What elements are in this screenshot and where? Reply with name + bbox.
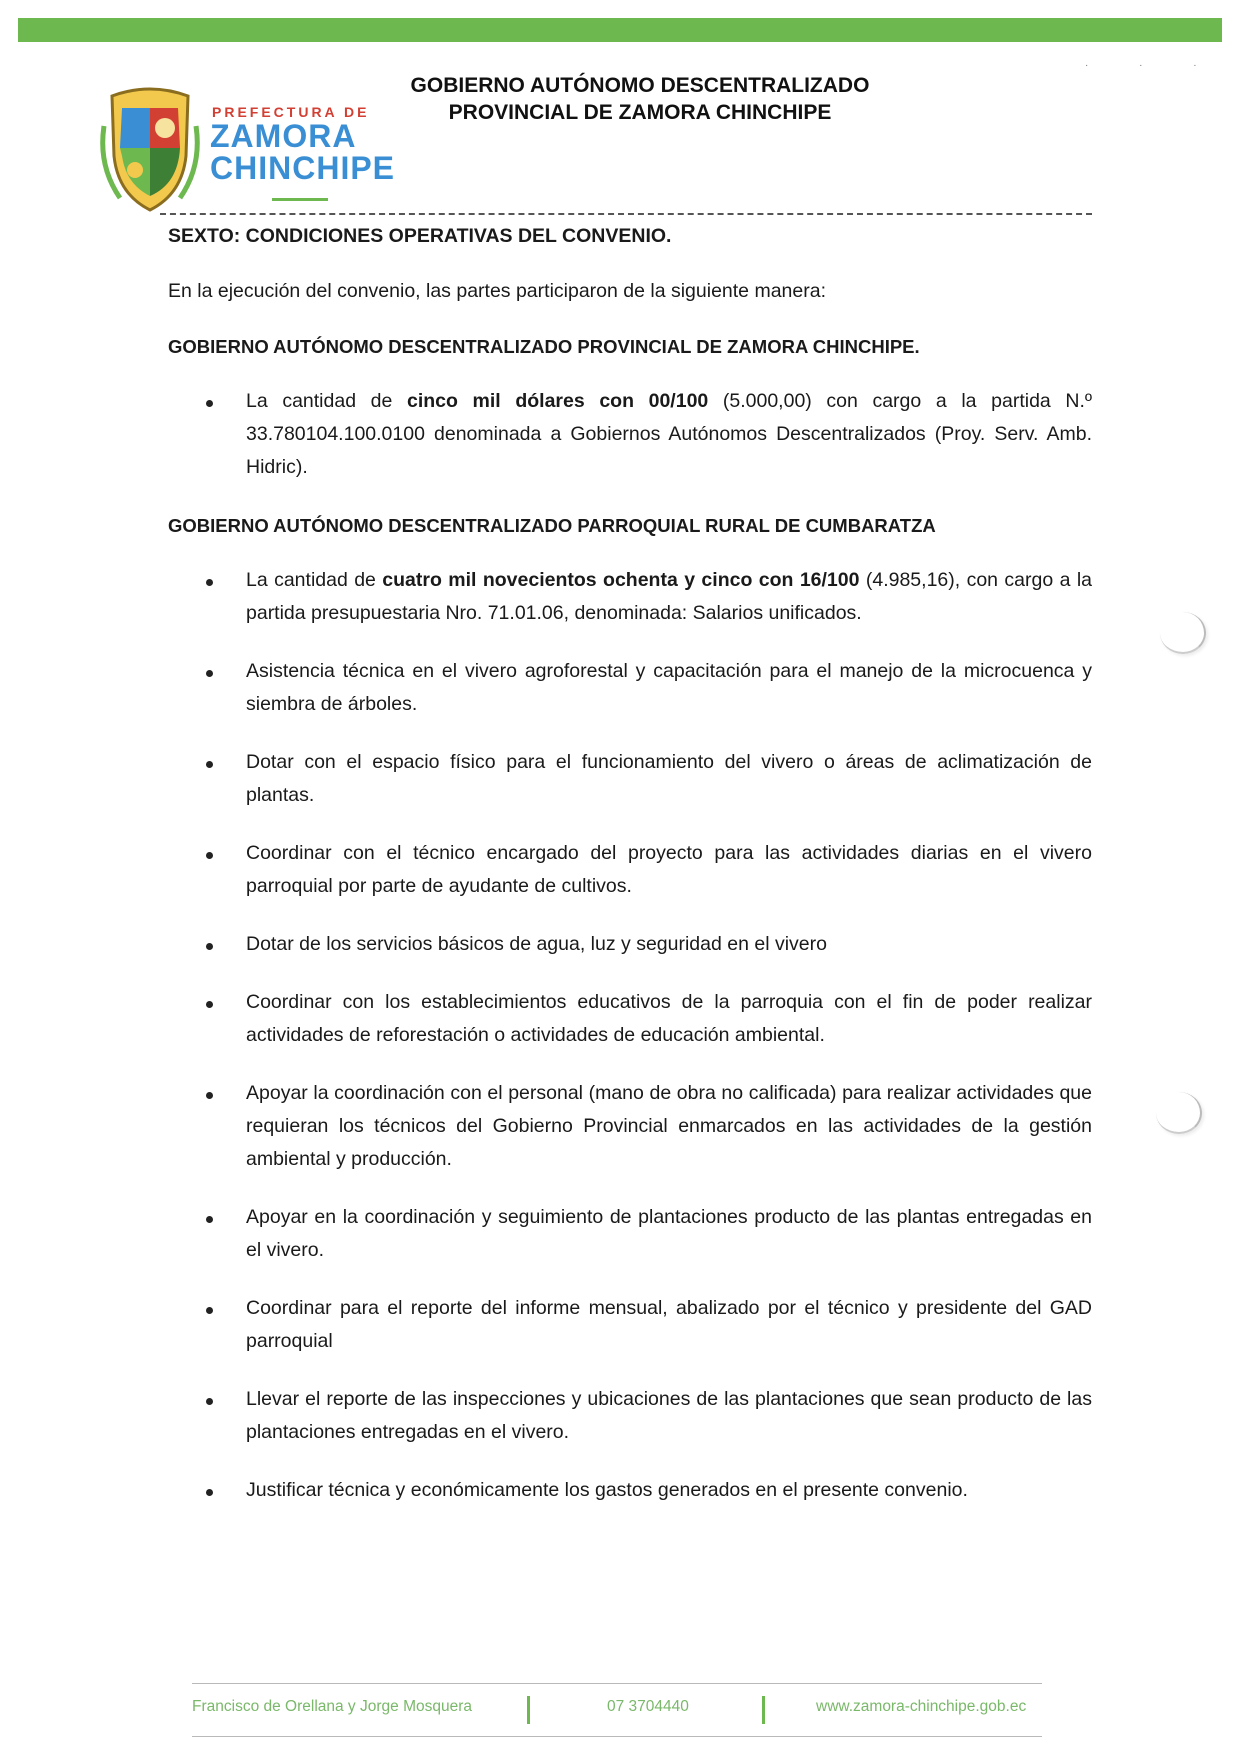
- list-item: Dotar de los servicios básicos de agua, luz y seguridad en el vivero: [168, 928, 1092, 961]
- list-item: Coordinar para el reporte del informe mensual, abalizado por el técnico y presidente del GAD parroquial: [168, 1292, 1092, 1358]
- logo-name: [210, 120, 395, 184]
- top-green-band: [18, 18, 1222, 42]
- bullet-icon: [206, 1001, 213, 1008]
- bullet-icon: [206, 943, 213, 950]
- party2-title: GOBIERNO AUTÓNOMO DESCENTRALIZADO PARROQUIAL RURAL DE CUMBARATZA: [168, 515, 936, 536]
- bullet-icon: [206, 761, 213, 768]
- punch-hole: [1160, 612, 1206, 654]
- government-title: [340, 72, 940, 126]
- header-divider: [160, 213, 1092, 215]
- party2-obligations: [168, 564, 1092, 1507]
- list-item: La cantidad de cinco mil dólares con 00/100 (5.000,00) con cargo a la partida N.º 33.780104.100.0100 denominada a Gobiernos Autónomos Descentralizados (Proy. Serv. Amb. Hidric).: [168, 385, 1092, 484]
- list-item: Coordinar con los establecimientos educativos de la parroquia con el fin de poder realizar actividades de reforestación o actividades de educación ambiental.: [168, 986, 1092, 1052]
- scan-marks: · · ·: [1085, 60, 1221, 71]
- bullet-icon: [206, 400, 213, 407]
- page-footer: [192, 1683, 1042, 1737]
- government-title-line2: PROVINCIAL DE ZAMORA CHINCHIPE: [448, 101, 832, 124]
- list-item: Llevar el reporte de las inspecciones y ubicaciones de las plantaciones que sean producto de las plantaciones entregadas en el vivero.: [168, 1383, 1092, 1449]
- list-item: Apoyar la coordinación con el personal (mano de obra no calificada) para realizar actividades que requieran los técnicos del Gobierno Provincial enmarcados en las actividades de la gestión ambiental y producción.: [168, 1077, 1092, 1176]
- section-title: SEXTO: CONDICIONES OPERATIVAS DEL CONVENIO.: [168, 225, 672, 247]
- footer-website: www.zamora-chinchipe.gob.ec: [816, 1698, 1027, 1715]
- list-item: Coordinar con el técnico encargado del proyecto para las actividades diarias en el vivero parroquial por parte de ayudante de cultivos.: [168, 837, 1092, 903]
- bullet-icon: [206, 579, 213, 586]
- party1-obligations: [168, 385, 1092, 484]
- footer-separator: [527, 1696, 530, 1724]
- document-body: [168, 220, 1092, 1532]
- footer-address: Francisco de Orellana y Jorge Mosquera: [192, 1698, 472, 1715]
- logo-underline: [272, 198, 328, 201]
- bullet-icon: [206, 1489, 213, 1496]
- party1-title: GOBIERNO AUTÓNOMO DESCENTRALIZADO PROVINCIAL DE ZAMORA CHINCHIPE.: [168, 336, 920, 357]
- list-item: Apoyar en la coordinación y seguimiento de plantaciones producto de las plantas entregadas en el vivero.: [168, 1201, 1092, 1267]
- footer-phone: 07 3704440: [607, 1698, 689, 1715]
- list-item: Asistencia técnica en el vivero agroforestal y capacitación para el manejo de la microcuenca y siembra de árboles.: [168, 655, 1092, 721]
- bullet-icon: [206, 852, 213, 859]
- bullet-icon: [206, 1398, 213, 1405]
- bullet-icon: [206, 670, 213, 677]
- logo-name-line2: CHINCHIPE: [210, 150, 396, 186]
- bullet-icon: [206, 1307, 213, 1314]
- punch-hole: [1156, 1092, 1202, 1134]
- bullet-icon: [206, 1216, 213, 1223]
- list-item: Dotar con el espacio físico para el funcionamiento del vivero o áreas de aclimatización de plantas.: [168, 746, 1092, 812]
- government-title-line1: GOBIERNO AUTÓNOMO DESCENTRALIZADO: [410, 74, 870, 97]
- intro-paragraph: En la ejecución del convenio, las partes participaron de la siguiente manera:: [168, 280, 826, 302]
- footer-separator: [762, 1696, 765, 1724]
- logo-subtitle: PREFECTURA DE: [212, 104, 370, 120]
- logo-name-line1: ZAMORA: [210, 118, 357, 154]
- coat-of-arms-icon: [100, 86, 200, 214]
- list-item: La cantidad de cuatro mil novecientos ochenta y cinco con 16/100 (4.985,16), con cargo a la partida presupuestaria Nro. 71.01.06, denominada: Salarios unificados.: [168, 564, 1092, 630]
- list-item: Justificar técnica y económicamente los gastos generados en el presente convenio.: [168, 1474, 1092, 1507]
- bullet-icon: [206, 1092, 213, 1099]
